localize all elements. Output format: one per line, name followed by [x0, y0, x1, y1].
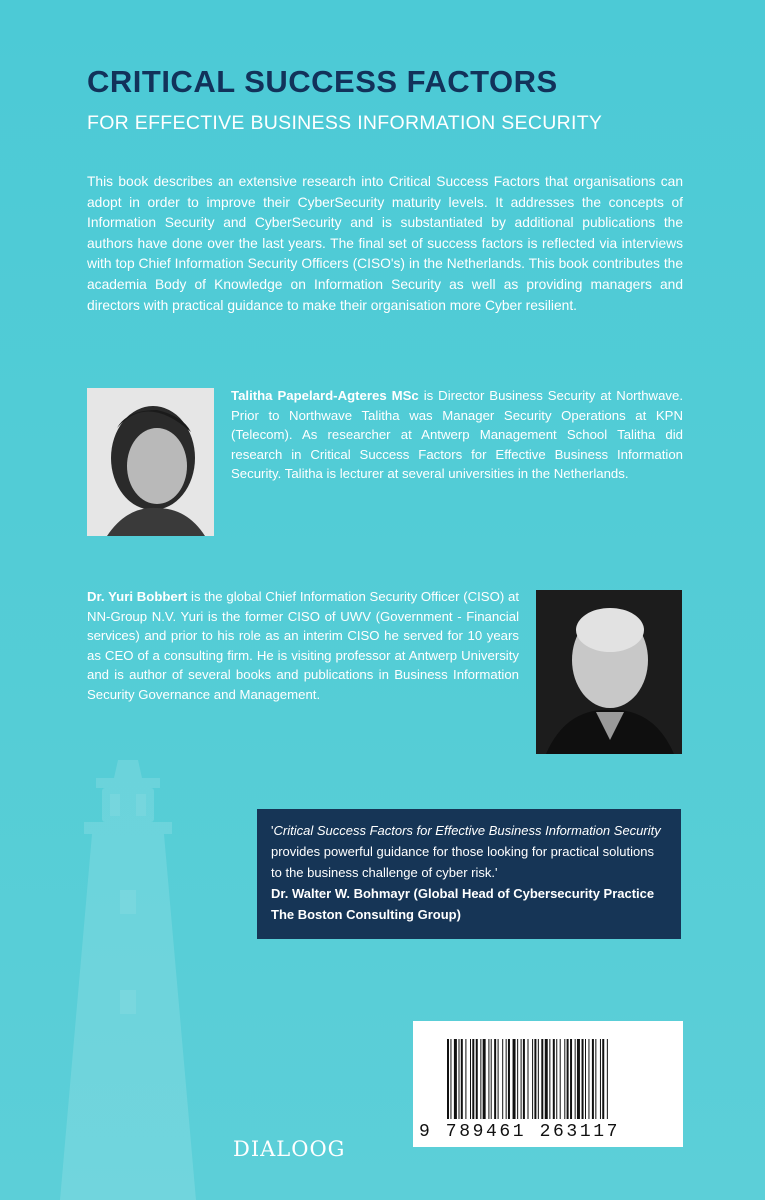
- author-name-talitha: Talitha Papelard-Agteres MSc: [231, 388, 419, 403]
- barcode-bar: [600, 1039, 601, 1119]
- barcode-bar: [560, 1039, 561, 1119]
- barcode-bar: [465, 1039, 466, 1119]
- author-bio-talitha: [231, 386, 683, 484]
- barcode-bar: [567, 1039, 569, 1119]
- barcode-bar: [538, 1039, 539, 1119]
- barcode-bar: [549, 1039, 550, 1119]
- barcode-bar: [575, 1039, 576, 1119]
- author-bio-text-talitha: is Director Business Security at Northwave. Prior to Northwave Talitha was Manager Security Operations at KPN (Telecom). As researcher at Antwerp Management School Talitha did research in Critical Success Factors for Effective Business Information Security. Talitha is lecturer at several universities in the Netherlands.: [231, 388, 683, 482]
- quote-body: provides powerful guidance for those looking for practical solutions to the business challenge of cyber risk.': [271, 844, 654, 880]
- barcode-bar: [602, 1039, 604, 1119]
- barcode-bar: [595, 1039, 596, 1119]
- author-photo-talitha: [87, 388, 214, 536]
- barcode-bar: [513, 1039, 516, 1119]
- isbn-number: 9 789461 263117: [419, 1122, 621, 1142]
- barcode-bar: [577, 1039, 580, 1119]
- barcode-bar: [470, 1039, 471, 1119]
- quote-author: Dr. Walter W. Bohmayr (Global Head of Cybersecurity Practice The Boston Consulting Group): [271, 886, 655, 922]
- author-name-yuri: Dr. Yuri Bobbert: [87, 589, 188, 604]
- barcode-bar: [532, 1039, 533, 1119]
- barcode-bars: [447, 1039, 653, 1119]
- barcode-bar: [521, 1039, 522, 1119]
- quote-book-title: Critical Success Factors for Effective Business Information Security: [273, 823, 661, 838]
- barcode-bar: [588, 1039, 589, 1119]
- barcode-bar: [607, 1039, 608, 1119]
- barcode-bar: [461, 1039, 463, 1119]
- barcode-bar: [472, 1039, 474, 1119]
- author-photo-yuri: [536, 590, 682, 754]
- barcode-bar: [556, 1039, 557, 1119]
- book-subtitle: FOR EFFECTIVE BUSINESS INFORMATION SECURITY: [87, 112, 603, 134]
- barcode-bar: [545, 1039, 548, 1119]
- barcode-bar: [517, 1039, 518, 1119]
- barcode-bar: [553, 1039, 555, 1119]
- barcode-bar: [528, 1039, 529, 1119]
- quote-open-mark: ': [271, 823, 274, 838]
- isbn-barcode-panel: [413, 1021, 683, 1147]
- barcode-bar: [582, 1039, 584, 1119]
- barcode-bar: [592, 1039, 594, 1119]
- quote-text: [271, 820, 667, 883]
- barcode-bar: [488, 1039, 489, 1119]
- barcode-bar: [506, 1039, 507, 1119]
- barcode-bar: [450, 1039, 451, 1119]
- book-title: CRITICAL SUCCESS FACTORS: [87, 64, 558, 99]
- lighthouse-silhouette: [0, 760, 260, 1200]
- barcode-bar: [480, 1039, 481, 1119]
- author-bio-text-yuri: is the global Chief Information Security Officer (CISO) at NN-Group N.V. Yuri is the former CISO of UWV (Government - Financial services) and prior to his role as an interim CISO he served for 10 years as CEO of a consulting firm. He is visiting professor at Antwerp University and is author of several books and publications in Business Information Security Governance and Management.: [87, 589, 519, 702]
- author-bio-yuri: [87, 587, 519, 705]
- barcode-bar: [459, 1039, 460, 1119]
- barcode-bar: [585, 1039, 586, 1119]
- barcode-bar: [564, 1039, 565, 1119]
- barcode-bar: [502, 1039, 503, 1119]
- book-description: This book describes an extensive research into Critical Success Factors that organisations can adopt in order to improve their CyberSecurity maturity levels. It addresses the concepts of Information Security and CyberSecurity and is substantiated by additional publications the authors have done over the last years. The final set of success factors is reflected via interviews with top Chief Information Security Officers (CISO's) in the Netherlands. This book contributes the academia Body of Knowledge on Information Security as well as providing managers and directors with practical guidance to make their organisation more Cyber resilient.: [87, 174, 683, 313]
- barcode-bar: [447, 1039, 449, 1119]
- barcode-bar: [570, 1039, 572, 1119]
- barcode-bar: [483, 1039, 486, 1119]
- barcode-bar: [476, 1039, 478, 1119]
- barcode-bar: [498, 1039, 499, 1119]
- barcode-bar: [454, 1039, 457, 1119]
- barcode-bar: [491, 1039, 492, 1119]
- barcode-bar: [523, 1039, 525, 1119]
- publisher-logo: DIALOOG: [233, 1137, 346, 1161]
- barcode-bar: [534, 1039, 536, 1119]
- barcode-bar: [541, 1039, 543, 1119]
- barcode-bar: [494, 1039, 496, 1119]
- barcode-bar: [508, 1039, 510, 1119]
- endorsement-quote: [257, 809, 681, 939]
